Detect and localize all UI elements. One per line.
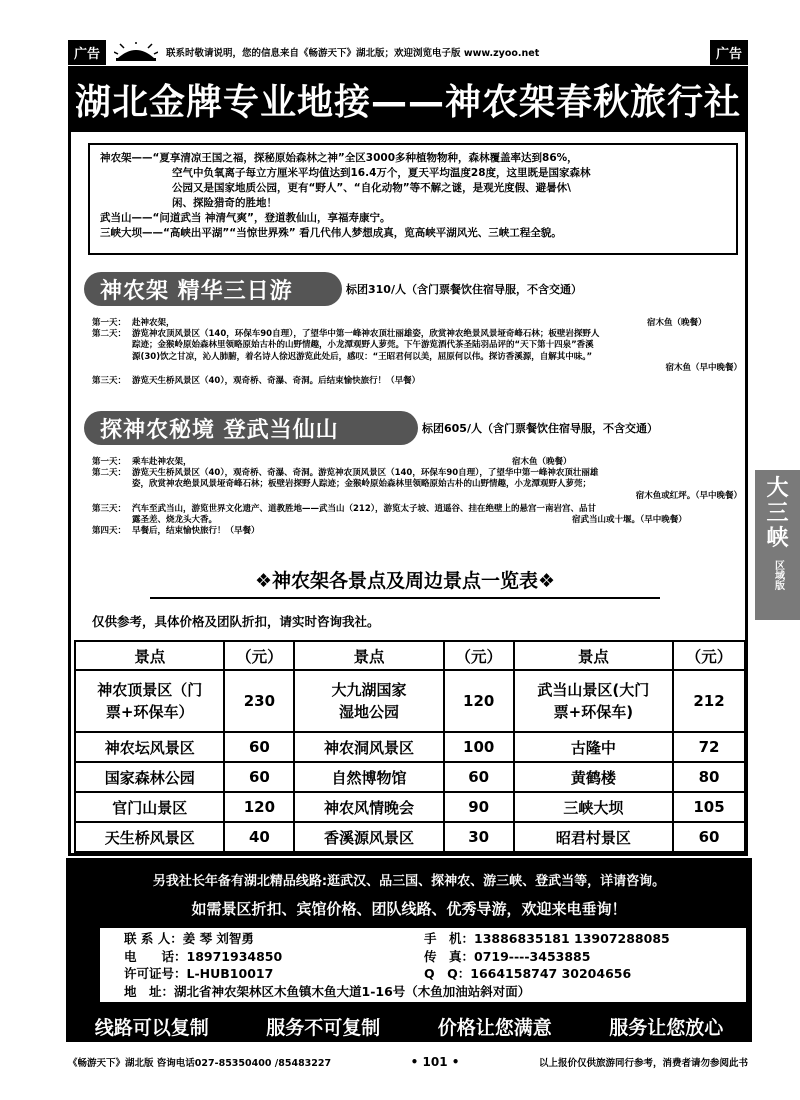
- spot-name: 官门山景区: [75, 792, 224, 822]
- spot-name: 大九湖国家 湿地公园: [294, 670, 443, 732]
- table-row: [75, 792, 745, 822]
- day-label: 第一天：: [92, 457, 127, 467]
- tour1-itinerary: [92, 318, 742, 387]
- spot-price: 120: [224, 792, 294, 822]
- spot-price: 60: [673, 822, 745, 852]
- col-header: （元）: [224, 641, 294, 670]
- contact-address: 湖北省神农架林区木鱼镇木鱼大道1-16号（木鱼加油站斜对面）: [174, 983, 531, 999]
- day-text: 游览天生桥风景区（40），观奇桥、奇瀑、奇洞。后结束愉快旅行！（早餐）: [132, 376, 421, 387]
- contact-label: 联 系 人：: [124, 931, 183, 946]
- spot-price: 30: [444, 822, 514, 852]
- page-title: 湖北金牌专业地接——神农架春秋旅行社: [68, 66, 748, 132]
- intro-box: [88, 143, 738, 255]
- day-label: 第一天：: [92, 318, 127, 328]
- spot-name: 三峡大坝: [514, 792, 673, 822]
- intro-line: 空气中负氧离子每立方厘米平均值达到16.4万个，夏天平均温度28度，这里既是国家森林: [172, 167, 591, 179]
- footer-right: 以上报价仅供旅游同行参考，消费者请勿参阅此书: [538, 1058, 748, 1069]
- spot-price: 105: [673, 792, 745, 822]
- ad-tag-right: 广告: [710, 40, 748, 65]
- table-header-row: [75, 641, 745, 670]
- contact-box: [100, 928, 746, 1002]
- intro-line: 三峡大坝——“高峡出平湖”“当惊世界殊” 看几代伟人梦想成真，览高峡平湖风光、三峡工程全貌。: [100, 227, 562, 239]
- contact-qq: 1664158747 30204656: [470, 966, 632, 981]
- spot-price: 230: [224, 670, 294, 732]
- ad-tag-left: 广告: [68, 40, 106, 65]
- table-row: [75, 762, 745, 792]
- side-tab-char: 大: [766, 476, 789, 501]
- slogan: 线路可以复制: [94, 1016, 209, 1039]
- col-header: 景点: [514, 641, 673, 670]
- day-text: 姿，欣赏神农绝景风景垭奇峰石林；板壁岩探野人踪迹；金猴岭原始森林里领略原始古朴的山野情趣，小龙潭观野人萝莞；: [132, 479, 592, 490]
- day-label: 第四天：: [92, 526, 127, 537]
- spot-name: 自然博物馆: [294, 762, 443, 792]
- day-text: 游览天生桥风景区（40），观奇桥、奇瀑、奇洞。游览神农顶风景区（140，环保车90自理），了望华中第一峰神农顶壮丽雄: [132, 468, 599, 479]
- contact-label: 许可证号：: [124, 966, 187, 981]
- contact-phone: 18971934850: [186, 948, 283, 964]
- slogan: 价格让您满意: [437, 1016, 552, 1039]
- spot-price: 60: [224, 732, 294, 762]
- tour1-header: [84, 272, 582, 306]
- intro-line: 闲、探险猎奇的胜地！: [172, 197, 277, 209]
- col-header: 景点: [75, 641, 224, 670]
- tour2-title: 探神农秘境 登武当仙山: [84, 411, 418, 445]
- slogan-bar: [66, 1012, 752, 1040]
- intro-line: 武当山——“问道武当 神清气爽”，登道教仙山，享福寿康宁。: [100, 212, 391, 224]
- sun-logo-icon: [114, 42, 158, 62]
- day-lodging: 宿武当山或十堰。（早中晚餐）: [572, 515, 687, 526]
- col-header: 景点: [294, 641, 443, 670]
- footer-left: 《畅游天下》湖北版 咨询电话027-85350400 /85483227: [68, 1058, 332, 1069]
- day-text: 汽车至武当山，游览世界文化遗产、道教胜地——武当山（212），游览太子坡、逍遥谷、挂在绝壁上的悬宫一南岩宫、品甘: [132, 503, 596, 514]
- day-lodging: 宿木鱼（晚餐）: [647, 318, 707, 328]
- page-number: • 101 •: [410, 1055, 460, 1069]
- region-side-tab: [755, 470, 800, 620]
- spots-table: [74, 640, 746, 853]
- contact-label: Q Q：: [424, 966, 471, 981]
- spot-name: 古隆中: [514, 732, 673, 762]
- spot-name: 黄鹤楼: [514, 762, 673, 792]
- slogan: 服务让您放心: [609, 1016, 724, 1039]
- day-text: 早餐后，结束愉快旅行！（早餐）: [132, 526, 260, 537]
- day-lodging: 宿木鱼（早中晚餐）: [665, 362, 742, 373]
- table-row: [75, 732, 745, 762]
- spot-price: 80: [673, 762, 745, 792]
- table-row: [75, 822, 745, 852]
- intro-line: 神农架——“夏享清凉王国之福，探秘原始森林之神”全区3000多种植物物种，森林覆盖率达到86%，: [100, 152, 578, 164]
- spots-title: ❖神农架各景点及周边景点一览表❖: [150, 566, 660, 599]
- spot-name: 神农风情晚会: [294, 792, 443, 822]
- side-tab-char: 三: [766, 501, 789, 526]
- header-notice: 联系时敬请说明，您的信息来自《畅游天下》湖北版；欢迎浏览电子版 www.zyoo.net: [166, 48, 540, 59]
- tour1-title: 神农架 精华三日游: [84, 272, 342, 306]
- spot-name: 香溪源风景区: [294, 822, 443, 852]
- spots-note: 仅供参考，具体价格及团队折扣，请实时咨询我社。: [92, 614, 380, 629]
- spot-name: 神农洞风景区: [294, 732, 443, 762]
- day-text: 踪迹；金猴岭原始森林里领略原始古朴的山野情趣，小龙潭观野人萝莞。下午游览酒代茶圣陆羽品评的“天下第十四泉”香溪: [132, 340, 594, 351]
- day-text: 源(30)饮之甘凉，沁人肺腑，着名诗人徐迟游览此处后，感叹：“王昭君何以美，屈原何以伟。探访香溪源，自解其中味。”: [132, 351, 593, 362]
- contact-mobile: 13886835181 13907288085: [474, 931, 670, 946]
- day-label: 第二天：: [92, 468, 127, 479]
- tour2-price: 标团605/人（含门票餐饮住宿导服，不含交通）: [422, 422, 658, 435]
- contact-license: L-HUB10017: [186, 966, 274, 981]
- day-label: 第二天：: [92, 329, 127, 340]
- spot-name: 国家森林公园: [75, 762, 224, 792]
- side-tab-char: 峡: [766, 526, 789, 551]
- promo-line: 如需景区折扣、宾馆价格、团队线路、优秀导游，欢迎来电垂询！: [191, 900, 627, 918]
- promo-line: 另我社长年备有湖北精品线路:逛武汉、品三国、探神农、游三峡、登武当等，详请咨询。: [152, 874, 666, 889]
- day-text: 露圣差、烧龙头大香。: [132, 515, 218, 526]
- table-row: [75, 670, 745, 732]
- spot-name: 神农坛风景区: [75, 732, 224, 762]
- slogan: 服务不可复制: [266, 1016, 381, 1039]
- contact-label: 传 真：: [424, 948, 475, 964]
- spot-price: 212: [673, 670, 745, 732]
- spot-name: 昭君村景区: [514, 822, 673, 852]
- side-tab-label: 区域版: [772, 560, 784, 590]
- day-text: 乘车赴神农架，: [132, 457, 192, 467]
- spot-name: 天生桥风景区: [75, 822, 224, 852]
- day-text: 赴神农架，: [132, 318, 175, 328]
- contact-label: 地 址：: [124, 983, 175, 999]
- tour1-price: 标团310/人（含门票餐饮住宿导服，不含交通）: [346, 283, 582, 296]
- spot-price: 120: [444, 670, 514, 732]
- spot-price: 40: [224, 822, 294, 852]
- contact-fax: 0719----3453885: [474, 948, 591, 964]
- col-header: （元）: [673, 641, 745, 670]
- tour2-header: [84, 411, 658, 445]
- spot-name: 武当山景区(大门 票+环保车): [514, 670, 673, 732]
- day-label: 第三天：: [92, 503, 127, 514]
- spot-price: 60: [224, 762, 294, 792]
- contact-label: 电 话：: [124, 948, 187, 964]
- col-header: （元）: [444, 641, 514, 670]
- tour2-itinerary: [92, 457, 742, 537]
- spot-price: 90: [444, 792, 514, 822]
- intro-line: 公园又是国家地质公园，更有“野人”、“自化动物”等不解之谜，是观光度假、避暑休\: [172, 182, 571, 194]
- contact-label: 手 机：: [424, 931, 475, 946]
- day-lodging: 宿木鱼或红坪。（早中晚餐）: [635, 490, 742, 501]
- page-footer: [68, 1052, 748, 1072]
- spot-price: 60: [444, 762, 514, 792]
- contact-person: 姜 琴 刘智勇: [182, 931, 254, 946]
- day-lodging: 宿木鱼（晚餐）: [512, 457, 572, 467]
- top-bar: [68, 40, 748, 64]
- spot-name: 神农顶景区（门 票+环保车）: [75, 670, 224, 732]
- day-label: 第三天：: [92, 376, 127, 387]
- spot-price: 72: [673, 732, 745, 762]
- day-text: 游览神农顶风景区（140，环保车90自理），了望华中第一峰神农顶壮丽雄姿，欣赏神农绝景风景垭奇峰石林；板壁岩探野人: [132, 329, 600, 340]
- spot-price: 100: [444, 732, 514, 762]
